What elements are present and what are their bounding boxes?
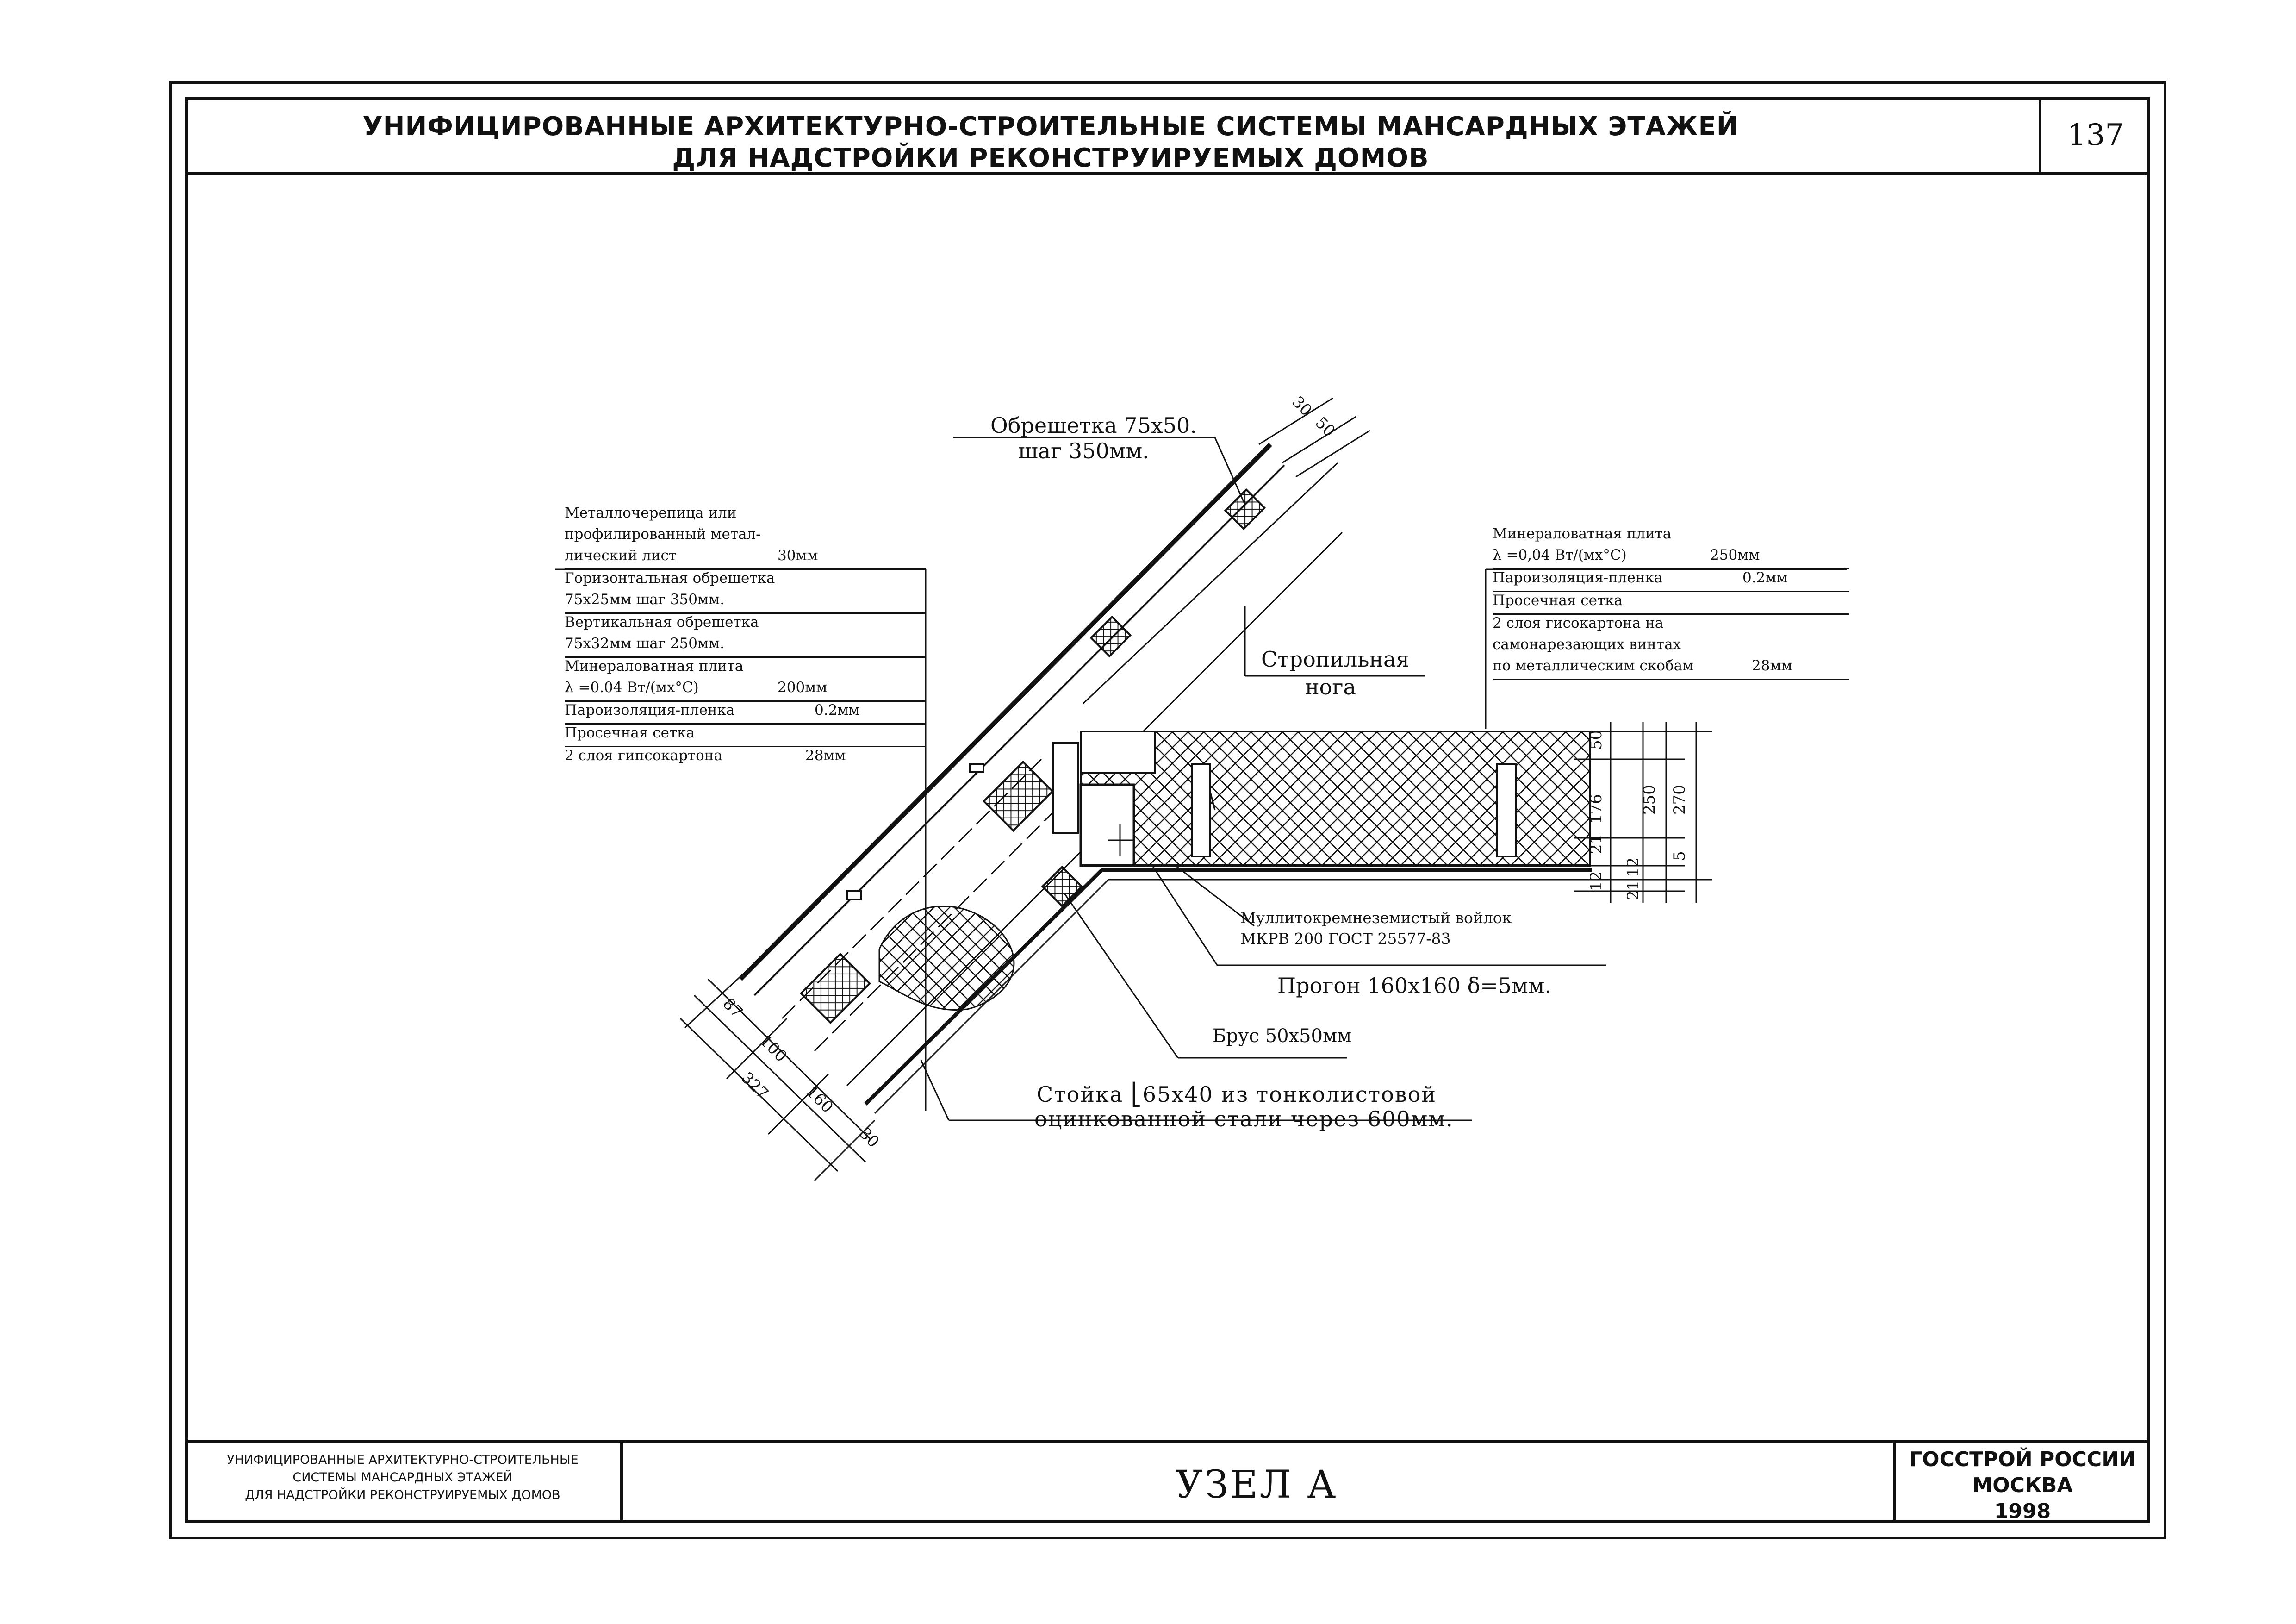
left-spec-text: Просечная сетка [565,725,695,741]
dim-50-top: 50 [1311,413,1339,441]
dim-21a: 21 [1587,834,1605,854]
stamp-left [185,1451,620,1504]
left-spec-text: Пароизоляция-пленка [565,702,735,718]
title-line-1: УНИФИЦИРОВАННЫЕ АРХИТЕКТУРНО-СТРОИТЕЛЬНЫЕ СИСТЕМЫ МАНСАРДНЫХ ЭТАЖЕЙ [362,112,1739,142]
left-spec-value: 0.2мм [815,702,860,718]
right-spec-text: Просечная сетка [1493,592,1623,609]
dim-5: 5 [1670,851,1689,861]
left-spec-row [565,547,926,570]
sheet-number: 137 [2067,118,2124,152]
left-spec-text: Горизонтальная обрешетка [565,570,775,587]
right-spec-text: 2 слоя гисокартона на [1493,615,1664,631]
label-obreshetka-1: Обрешетка 75x50. [990,413,1197,438]
left-spec-row [565,725,926,747]
batten-bottom [1043,867,1082,906]
label-felt-1: Муллитокремнеземистый войлок [1240,909,1512,927]
label-felt-2: МКРВ 200 ГОСТ 25577-83 [1240,930,1451,948]
label-post-2: оцинкованной стали через 600мм. [1034,1106,1454,1131]
batten-middle [1091,617,1131,656]
label-rafter-2: нога [1305,675,1356,700]
org-line-2: МОСКВА [1972,1474,2073,1497]
stamp-divider [185,1440,2150,1443]
left-spec-row [565,526,926,547]
rafter-edge-line [1143,532,1342,731]
left-spec-text: профилированный метал- [565,526,761,543]
stamp-organization [1895,1447,2150,1524]
dim-270: 270 [1670,785,1689,815]
right-spec-text: Минераловатная плита [1493,525,1672,542]
left-spec-value: 30мм [778,547,818,564]
right-spec-value: 0.2мм [1742,569,1788,586]
right-spec-text: по металлическим скобам [1493,657,1694,674]
left-spec-row [565,679,926,702]
drawing-title: УЗЕЛ А [1175,1463,1338,1507]
left-spec-value: 28мм [805,747,846,764]
left-spec-text: лический лист [565,547,677,564]
dim-327: 327 [737,1068,772,1103]
right-spec-text: λ =0,04 Вт/(мx°C) [1493,547,1627,563]
right-spec-value: 250мм [1710,547,1760,563]
dim-250: 250 [1640,785,1659,815]
left-spec-text: Металлочерепица или [565,505,737,521]
right-spec-row [1493,569,1849,592]
left-spec-table [565,505,926,768]
dim-21b: 21 [1624,880,1643,900]
batten-top [1226,490,1265,529]
dim-12b: 12 [1624,857,1643,877]
label-beam: Брус 50x50мм [1213,1025,1352,1047]
left-spec-row [565,591,926,614]
right-spec-value: 28мм [1752,657,1792,674]
dim-30-bottom: 30 [855,1124,883,1151]
label-purlin: Прогон 160x160 δ=5мм. [1277,973,1552,998]
dim-12a: 12 [1587,871,1605,891]
stamp-left-line-3: ДЛЯ НАДСТРОЙКИ РЕКОНСТРУИРУЕМЫХ ДОМОВ [245,1488,560,1502]
dim-160: 160 [802,1082,837,1117]
left-spec-row [565,635,926,658]
left-spec-row [565,505,926,526]
left-spec-text: 75x32мм шаг 250мм. [565,635,725,652]
stamp-left-line-2: СИСТЕМЫ МАНСАРДНЫХ ЭТАЖЕЙ [292,1470,513,1485]
org-line-1: ГОССТРОЙ РОССИИ [1909,1448,2136,1471]
label-post-1: Стойка ⎣65x40 из тонколистовой [1037,1082,1437,1107]
left-spec-row [565,747,926,768]
batten-lower-2 [801,954,870,1023]
dim-100: 100 [756,1031,790,1066]
left-spec-row [565,658,926,679]
right-spec-row [1493,525,1849,547]
left-spec-text: 2 слоя гипсокартона [565,747,722,764]
left-spec-row [565,614,926,635]
label-obreshetka-2: шаг 350мм. [1018,438,1149,463]
dim-30-top: 30 [1288,393,1316,420]
title-line-2: ДЛЯ НАДСТРОЙКИ РЕКОНСТРУИРУЕМЫХ ДОМОВ [672,143,1429,173]
batten-lower-1 [984,762,1052,831]
right-spec-row [1493,636,1849,657]
right-spec-row [1493,592,1849,615]
right-spec-row [1493,657,1849,680]
stamp-left-line-1: УНИФИЦИРОВАННЫЕ АРХИТЕКТУРНО-СТРОИТЕЛЬНЫЕ [227,1453,579,1467]
right-spec-text: Пароизоляция-пленка [1493,569,1663,586]
left-spec-text: λ =0.04 Вт/(мx°C) [565,679,699,696]
left-spec-text: Вертикальная обрешетка [565,614,759,631]
purlin-section [1081,785,1134,866]
left-spec-text: Минераловатная плита [565,658,744,675]
right-spec-table [1493,525,1849,680]
right-spec-row [1493,615,1849,636]
left-spec-value: 200мм [778,679,828,696]
dim-176: 176 [1587,794,1605,824]
mineral-wool-slope-fill [879,906,1014,1010]
left-spec-row [565,702,926,725]
org-year: 1998 [1994,1499,2051,1523]
left-spec-row [565,570,926,591]
ceiling-insulation [1053,731,1590,866]
right-spec-row [1493,547,1849,569]
dim-87: 87 [719,994,747,1022]
left-spec-text: 75x25мм шаг 350мм. [565,591,725,608]
label-rafter-1: Стропильная [1261,647,1410,672]
right-spec-text: самонарезающих винтах [1493,636,1681,653]
dim-50: 50 [1587,730,1605,750]
